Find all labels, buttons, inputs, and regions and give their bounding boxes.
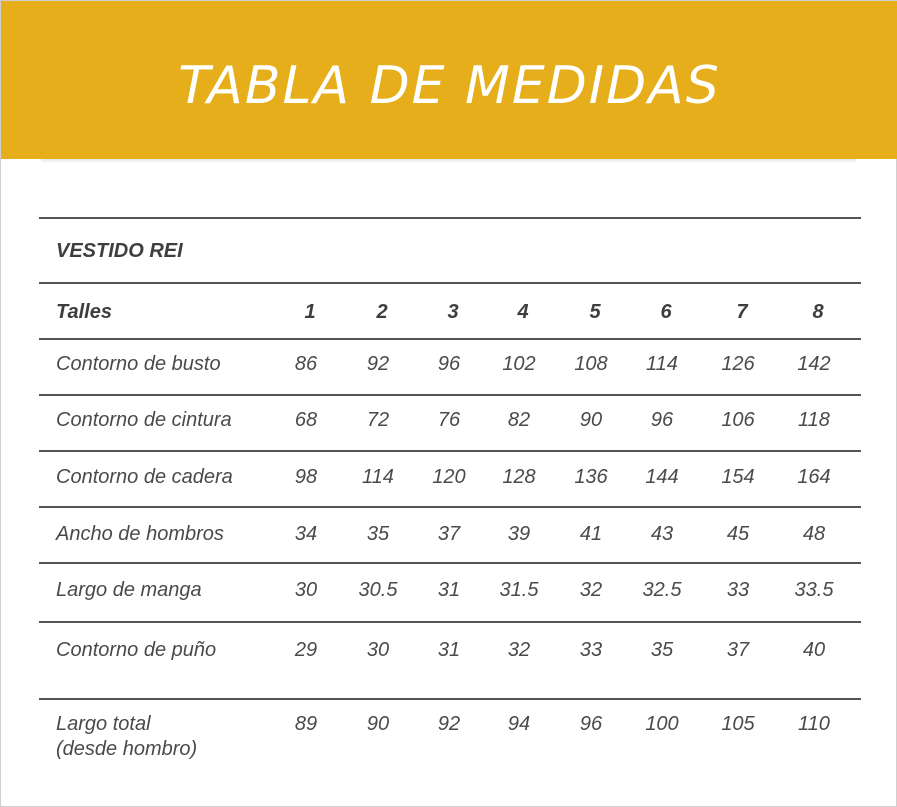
table-cell: 120 bbox=[432, 466, 466, 488]
table-cell: 110 bbox=[798, 713, 830, 735]
table-cell: 31 bbox=[437, 579, 461, 601]
table-cell: 41 bbox=[579, 523, 603, 545]
table-rule bbox=[39, 217, 861, 219]
table-cell: 30 bbox=[366, 639, 390, 661]
table-cell: 72 bbox=[366, 409, 390, 431]
table-cell: 35 bbox=[366, 523, 390, 545]
table-cell: 92 bbox=[437, 713, 461, 735]
row-label: Contorno de cintura bbox=[56, 409, 232, 431]
table-cell: 33 bbox=[579, 639, 603, 661]
table-cell: 92 bbox=[366, 353, 390, 375]
size-header: 8 bbox=[812, 301, 824, 323]
table-cell: 82 bbox=[507, 409, 531, 431]
table-cell: 114 bbox=[362, 466, 394, 488]
table-cell: 29 bbox=[294, 639, 318, 661]
row-label-sub: (desde hombro) bbox=[56, 738, 198, 760]
table-cell: 142 bbox=[797, 353, 831, 375]
table-cell: 48 bbox=[802, 523, 826, 545]
table-cell: 96 bbox=[437, 353, 461, 375]
size-header: 6 bbox=[660, 301, 672, 323]
table-rule bbox=[39, 562, 861, 564]
table-cell: 128 bbox=[502, 466, 536, 488]
table-cell: 164 bbox=[797, 466, 831, 488]
product-name: VESTIDO REI bbox=[56, 240, 183, 262]
table-cell: 37 bbox=[437, 523, 461, 545]
table-cell: 32 bbox=[579, 579, 603, 601]
table-rule bbox=[39, 394, 861, 396]
table-cell: 94 bbox=[507, 713, 531, 735]
table-cell: 45 bbox=[726, 523, 750, 545]
table-cell: 90 bbox=[579, 409, 603, 431]
row-label: Contorno de puño bbox=[56, 639, 217, 661]
table-rule bbox=[39, 698, 861, 700]
table-rule bbox=[39, 338, 861, 340]
title-banner bbox=[1, 1, 897, 159]
table-cell: 102 bbox=[502, 353, 536, 375]
size-header: 5 bbox=[589, 301, 601, 323]
table-cell: 32.5 bbox=[642, 579, 682, 601]
table-cell: 32 bbox=[507, 639, 531, 661]
table-cell: 43 bbox=[650, 523, 674, 545]
header-label: Talles bbox=[56, 301, 112, 323]
size-header: 2 bbox=[376, 301, 388, 323]
table-cell: 96 bbox=[650, 409, 674, 431]
size-header: 3 bbox=[447, 301, 459, 323]
table-cell: 37 bbox=[726, 639, 750, 661]
size-header: 1 bbox=[304, 301, 316, 323]
table-cell: 126 bbox=[721, 353, 755, 375]
table-cell: 89 bbox=[294, 713, 318, 735]
table-cell: 154 bbox=[721, 466, 755, 488]
table-cell: 96 bbox=[579, 713, 603, 735]
row-label: Largo total bbox=[56, 713, 151, 735]
table-cell: 33 bbox=[726, 579, 750, 601]
table-cell: 114 bbox=[646, 353, 678, 375]
table-cell: 31.5 bbox=[499, 579, 539, 601]
table-rule bbox=[39, 282, 861, 284]
row-label: Contorno de busto bbox=[56, 353, 221, 375]
table-rule bbox=[39, 506, 861, 508]
table-cell: 105 bbox=[721, 713, 755, 735]
table-rule bbox=[39, 621, 861, 623]
table-cell: 68 bbox=[294, 409, 318, 431]
table-cell: 33.5 bbox=[794, 579, 834, 601]
row-label: Contorno de cadera bbox=[56, 466, 233, 488]
table-cell: 31 bbox=[437, 639, 461, 661]
table-cell: 136 bbox=[574, 466, 608, 488]
table-cell: 98 bbox=[294, 466, 318, 488]
table-cell: 30.5 bbox=[358, 579, 398, 601]
table-cell: 39 bbox=[507, 523, 531, 545]
table-cell: 144 bbox=[645, 466, 679, 488]
table-cell: 106 bbox=[721, 409, 755, 431]
row-label: Largo de manga bbox=[56, 579, 202, 601]
table-cell: 40 bbox=[802, 639, 826, 661]
table-cell: 108 bbox=[574, 353, 608, 375]
row-label: Ancho de hombros bbox=[56, 523, 224, 545]
size-header: 4 bbox=[517, 301, 529, 323]
table-cell: 30 bbox=[294, 579, 318, 601]
table-cell: 34 bbox=[294, 523, 318, 545]
page-title: TABLA DE MEDIDAS bbox=[178, 56, 721, 116]
table-cell: 86 bbox=[294, 353, 318, 375]
banner-shadow bbox=[41, 159, 856, 163]
table-cell: 100 bbox=[645, 713, 679, 735]
size-header: 7 bbox=[736, 301, 748, 323]
table-cell: 35 bbox=[650, 639, 674, 661]
table-cell: 118 bbox=[798, 409, 830, 431]
table-cell: 90 bbox=[366, 713, 390, 735]
table-rule bbox=[39, 450, 861, 452]
table-cell: 76 bbox=[437, 409, 461, 431]
